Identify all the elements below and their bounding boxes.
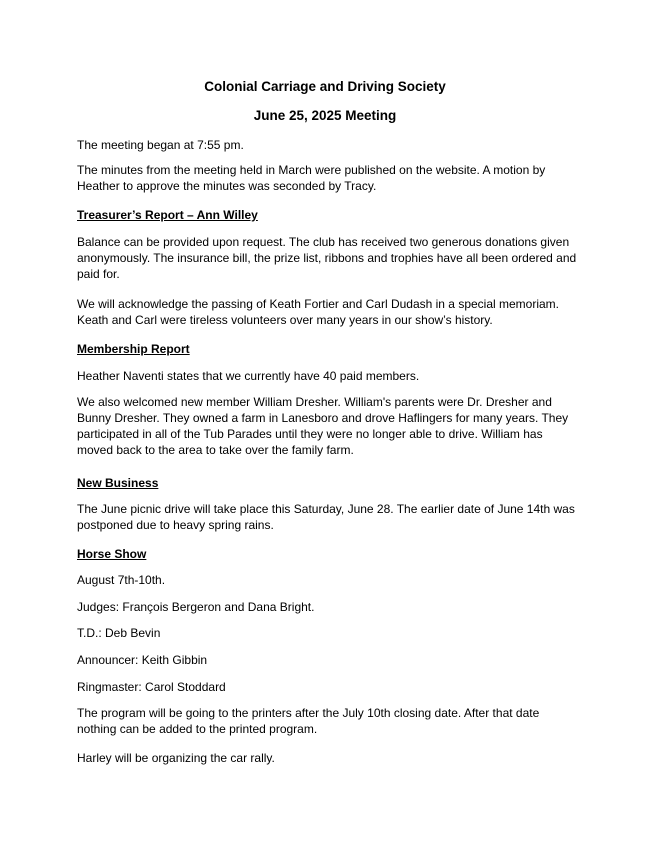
- horse-show-td: T.D.: Deb Bevin: [77, 626, 161, 640]
- membership-heading: Membership Report: [77, 342, 190, 356]
- horse-show-program: The program will be going to the printers after the July 10th closing date. After that date nothing can be added to the printed program.: [77, 706, 540, 736]
- horse-show-announcer: Announcer: Keith Gibbin: [77, 653, 208, 667]
- new-business-paragraph: The June picnic drive will take place this Saturday, June 28. The earlier date of June 14th was postponed due to heavy spring rains.: [77, 502, 575, 532]
- horse-show-judges: Judges: François Bergeron and Dana Bright.: [77, 600, 315, 614]
- meeting-title: June 25, 2025 Meeting: [253, 108, 397, 123]
- horse-show-ringmaster: Ringmaster: Carol Stoddard: [77, 680, 226, 694]
- membership-paragraph-2: We also welcomed new member William Dresher. William's parents were Dr. Dresher and Bunny Dresher. They owned a farm in Lanesboro and drove Haflingers for many years. They participated in all of the Tub Parades until they were no longer able to drive. William has moved back to the area to take over the family farm.: [77, 395, 569, 457]
- minutes-paragraph: The minutes from the meeting held in March were published on the website. A motion by Heather to approve the minutes was seconded by Tracy.: [77, 163, 546, 193]
- document-title: Colonial Carriage and Driving Society: [204, 79, 446, 94]
- horse-show-dates: August 7th-10th.: [77, 573, 166, 587]
- horse-show-heading: Horse Show: [77, 547, 147, 561]
- new-business-heading: New Business: [77, 476, 159, 490]
- treasurer-heading: Treasurer’s Report – Ann Willey: [77, 208, 258, 222]
- horse-show-rally: Harley will be organizing the car rally.: [77, 751, 275, 765]
- membership-paragraph-1: Heather Naventi states that we currently have 40 paid members.: [77, 369, 420, 383]
- treasurer-paragraph-2: We will acknowledge the passing of Keath Fortier and Carl Dudash in a special memoriam. Keath and Carl were tireless volunteers over many years in our show’s history.: [77, 297, 560, 327]
- treasurer-paragraph-1: Balance can be provided upon request. The club has received two generous donations given anonymously. The insurance bill, the prize list, ribbons and trophies have all been ordered and paid for.: [77, 235, 577, 281]
- opening-paragraph: The meeting began at 7:55 pm.: [77, 138, 244, 152]
